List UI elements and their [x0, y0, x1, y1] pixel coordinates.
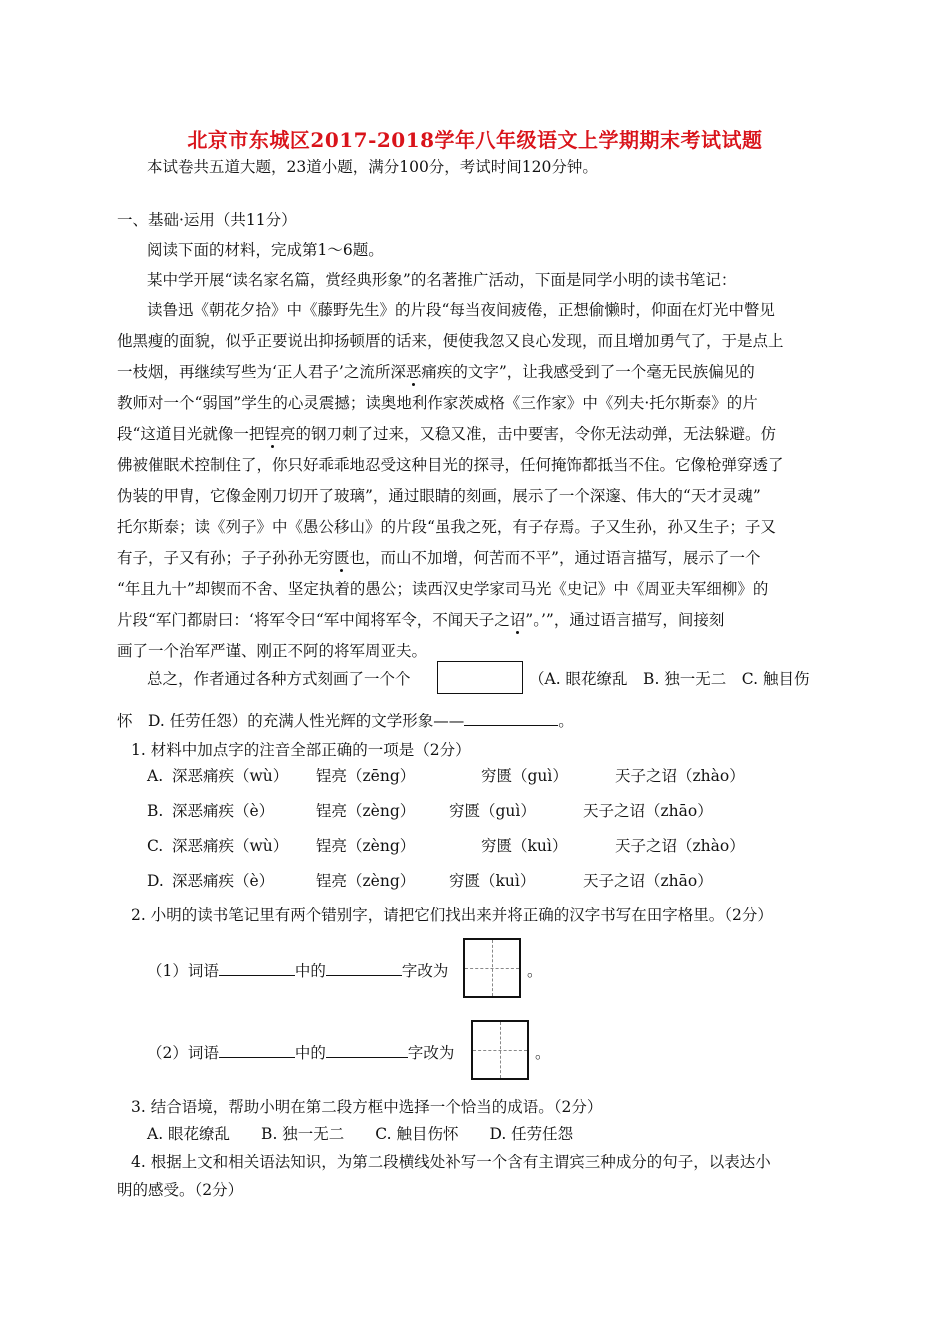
- question-4-stem-continued: 明的感受。（2分）: [117, 1181, 244, 1199]
- passage-line: 伪装的甲胄，它像金刚刀切开了玻璃”，通过眼睛的刻画，展示了一个深邃、伟大的“天才灵魂”: [117, 487, 761, 505]
- option-item: 穷匮（guì）: [481, 767, 568, 785]
- passage-line: 段“这道目光就像一把锃亮的钢刀刺了过来，又稳又准，击中要害，令你无法动弹，无法躲避。仿: [117, 425, 776, 443]
- option-letter[interactable]: D.: [147, 872, 164, 890]
- passage-line: 教师对一个“弱国”学生的心灵震撼；读奥地利作家茨威格《三作家》中《列夫·托尔斯泰》的片: [117, 394, 758, 412]
- option-item: 穷匮（kuì）: [449, 872, 536, 890]
- passage-line: 片段“军门都尉曰：‘将军令曰“军中闻将军令，不闻天子之诏”。’”，通过语言描写，间接刻: [117, 611, 725, 629]
- option-item: 天子之诏（zhào）: [615, 767, 745, 785]
- dotted-char: 恶: [405, 363, 422, 381]
- question-2-stem: 2. 小明的读书笔记里有两个错别字，请把它们找出来并将正确的汉字书写在田字格里。（2分）: [131, 906, 773, 924]
- option-item: 锃亮（zēng）: [316, 767, 416, 785]
- summary-continued: 怀 D. 任劳任怨）的充满人性光辉的文学形象—— 。: [117, 712, 574, 730]
- summary-text: 总之，作者通过各种方式刻画了一个个: [147, 670, 411, 688]
- option-letter[interactable]: A.: [147, 767, 164, 785]
- correction-item-2: （2）词语 中的 字改为: [147, 1044, 455, 1062]
- passage-line: 一枝烟，再继续写些为‘正人君子’之流所深恶痛疾的文字”，让我感受到了一个毫无民族偏见的: [117, 363, 755, 381]
- passage-line: “年且九十”却锲而不舍、坚定执着的愚公；读西汉史学家司马光《史记》中《周亚夫军细柳》的: [117, 580, 769, 598]
- page-title: 北京市东城区2017-2018学年八年级语文上学期期末考试试题: [187, 128, 763, 152]
- option-item: 深恶痛疾（wù）: [172, 767, 289, 785]
- passage-line: 读鲁迅《朝花夕拾》中《藤野先生》的片段“每当夜间疲倦，正想偷懒时，仰面在灯光中瞥见: [147, 301, 775, 319]
- correction-item-1: （1）词语 中的 字改为: [147, 962, 449, 980]
- tian-grid-box[interactable]: [471, 1020, 529, 1080]
- option-letter[interactable]: B.: [147, 802, 164, 820]
- option-item: 天子之诏（zhāo）: [583, 802, 713, 820]
- char-blank[interactable]: [326, 1043, 408, 1058]
- option-letter[interactable]: C.: [147, 837, 164, 855]
- option-item: 深恶痛疾（è）: [172, 872, 275, 890]
- dotted-char: 匮: [334, 549, 350, 567]
- passage-line: 托尔斯泰；读《列子》中《愚公移山》的片段“虽我之死，有子存焉。子又生孙，孙又生子；子又: [117, 518, 776, 536]
- item-end-mark: 。: [527, 962, 543, 980]
- section-heading: 一、基础·运用（共11分）: [117, 211, 297, 229]
- option-item: 锃亮（zèng）: [316, 872, 416, 890]
- option-item: 锃亮（zèng）: [316, 837, 416, 855]
- option-item: 穷匮（guì）: [449, 802, 536, 820]
- dotted-char: 锃: [264, 425, 280, 443]
- summary-options: （A. 眼花缭乱 B. 独一无二 C. 触目伤: [529, 670, 810, 688]
- idiom-answer-box[interactable]: [437, 661, 523, 694]
- option-item: 深恶痛疾（è）: [172, 802, 275, 820]
- question-1-stem: 1. 材料中加点字的注音全部正确的一项是（2分）: [131, 741, 471, 759]
- tian-grid-box[interactable]: [463, 938, 521, 998]
- option-item: 天子之诏（zhāo）: [583, 872, 713, 890]
- item-end-mark: 。: [535, 1044, 551, 1062]
- question-3-stem: 3. 结合语境，帮助小明在第二段方框中选择一个恰当的成语。（2分）: [131, 1098, 603, 1116]
- char-blank[interactable]: [326, 961, 402, 976]
- section-instruction: 阅读下面的材料，完成第1～6题。: [147, 241, 384, 259]
- passage-line: 佛被催眠术控制住了，你只好乖乖地忍受这种目光的探寻，任何掩饰都抵当不住。它像枪弹穿透了: [117, 456, 784, 474]
- activity-intro: 某中学开展“读名家名篇，赏经典形象”的名著推广活动，下面是同学小明的读书笔记：: [147, 271, 737, 289]
- option-item: 深恶痛疾（wù）: [172, 837, 289, 855]
- passage-line: 画了一个治军严谨、刚正不阿的将军周亚夫。: [117, 642, 428, 660]
- question-3-options: A. 眼花缭乱 B. 独一无二 C. 触目伤怀 D. 任劳任怨: [147, 1125, 574, 1143]
- exam-intro: 本试卷共五道大题，23道小题，满分100分，考试时间120分钟。: [147, 158, 598, 176]
- passage-line: 他黑瘦的面貌，似乎正要说出抑扬顿厝的话来，便使我忽又良心发现，而且增加勇气了，于是点上: [117, 332, 784, 350]
- passage-line: 有子，子又有孙；子子孙孙无穷匮也，而山不加增，何苦而不平”，通过语言描写，展示了一个: [117, 549, 761, 567]
- option-item: 穷匮（kuì）: [481, 837, 568, 855]
- word-blank[interactable]: [219, 1043, 295, 1058]
- word-blank[interactable]: [219, 961, 295, 976]
- sentence-answer-blank[interactable]: [464, 711, 558, 726]
- option-item: 锃亮（zèng）: [316, 802, 416, 820]
- question-4-stem: 4. 根据上文和相关语法知识，为第二段横线处补写一个含有主谓宾三种成分的句子，以表达小: [131, 1153, 771, 1171]
- option-item: 天子之诏（zhào）: [615, 837, 745, 855]
- dotted-char: 诏: [509, 611, 526, 629]
